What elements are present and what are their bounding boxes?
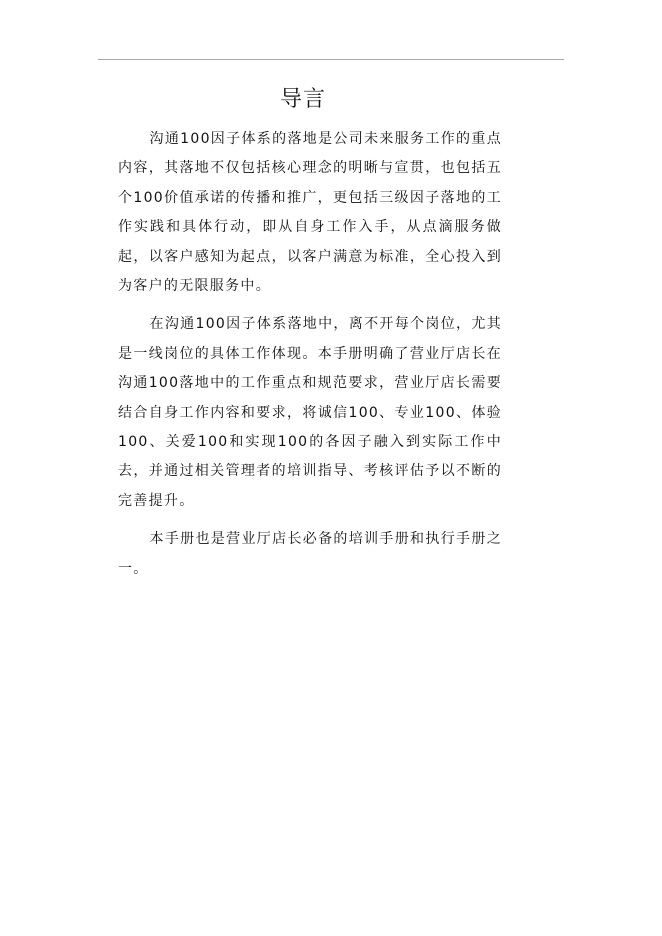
header-divider xyxy=(98,59,564,60)
paragraph-3: 本手册也是营业厅店长必备的培训手册和执行手册之一。 xyxy=(118,531,502,577)
document-body xyxy=(118,125,502,584)
paragraph-1: 沟通100因子体系的落地是公司未来服务工作的重点内容，其落地不仅包括核心理念的明晰与宣贯，也包括五个100价值承诺的传播和推广，更包括三级因子落地的工作实践和具体行动，即从自身工作入手，从点滴服务做起，以客户感知为起点，以客户满意为标准，全心投入到为客户的无限服务中。 xyxy=(118,131,502,295)
paragraph-2: 在沟通100因子体系落地中，离不开每个岗位，尤其是一线岗位的具体工作体现。本手册明确了营业厅店长在沟通100落地中的工作重点和规范要求，营业厅店长需要结合自身工作内容和要求，将诚信100、专业100、体验100、关爱100和实现100的各因子融入到实际工作中去，并通过相关管理者的培训指导、考核评估予以不断的完善提升。 xyxy=(118,316,502,509)
page-title: 导言 xyxy=(279,87,326,112)
